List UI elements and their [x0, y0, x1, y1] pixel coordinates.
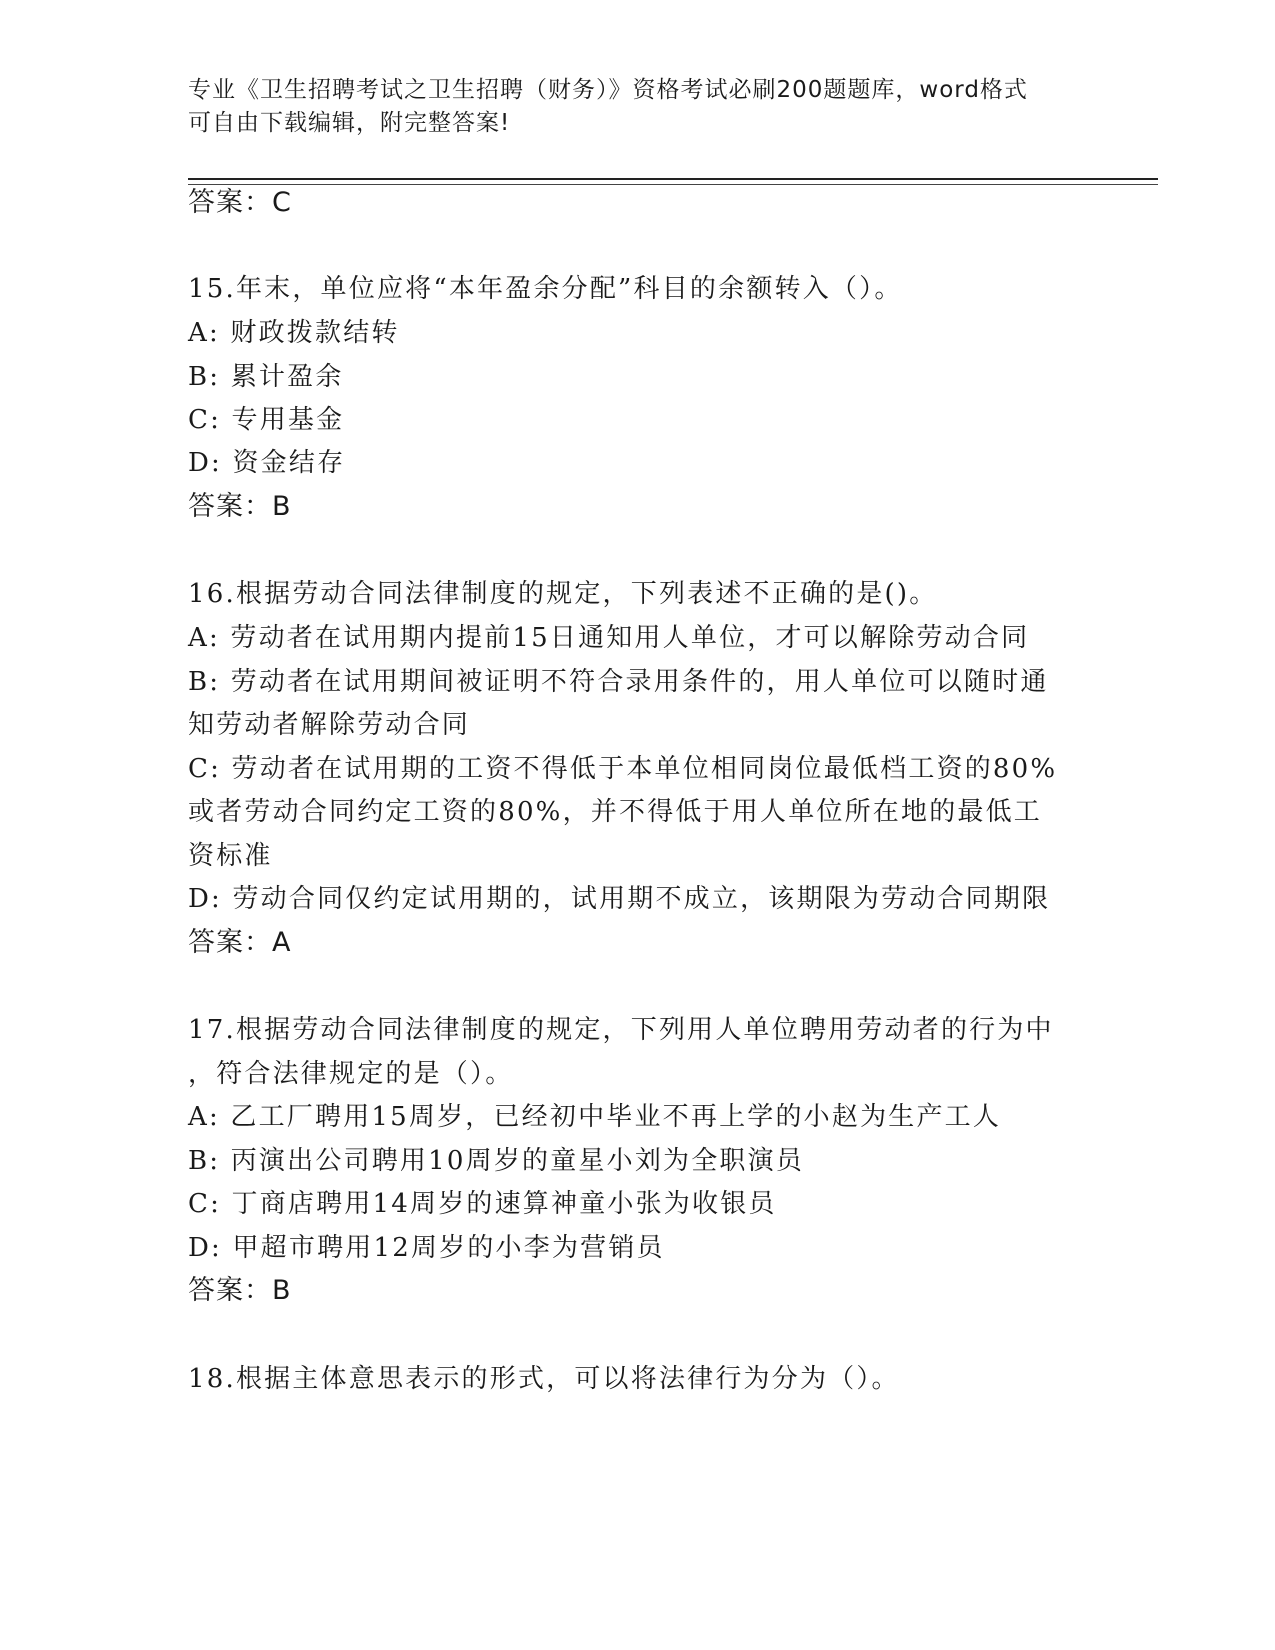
question-15-option-c: C: 专用基金: [188, 405, 345, 435]
question-17-stem-line-2: ，符合法律规定的是（）。: [188, 1059, 514, 1089]
question-16-option-d: D: 劳动合同仅约定试用期的，试用期不成立，该期限为劳动合同期限: [188, 884, 1051, 914]
question-17-stem-line-1: 17.根据劳动合同法律制度的规定，下列用人单位聘用劳动者的行为中: [188, 1015, 1054, 1045]
header-divider-thick: [188, 178, 1158, 180]
question-16-option-c-line-2: 或者劳动合同约定工资的80%，并不得低于用人单位所在地的最低工: [188, 797, 1042, 827]
question-17-option-b: B: 丙演出公司聘用10周岁的童星小刘为全职演员: [188, 1146, 805, 1176]
question-17-option-a: A: 乙工厂聘用15周岁，已经初中毕业不再上学的小赵为生产工人: [188, 1102, 1002, 1132]
question-17-option-d: D: 甲超市聘用12周岁的小李为营销员: [188, 1233, 665, 1263]
answer-q16: 答案：A: [188, 927, 292, 958]
question-18-stem: 18.根据主体意思表示的形式，可以将法律行为分为（）。: [188, 1364, 900, 1394]
question-16-option-c-line-1: C: 劳动者在试用期的工资不得低于本单位相同岗位最低档工资的80%: [188, 754, 1058, 784]
question-17-option-c: C: 丁商店聘用14周岁的速算神童小张为收银员: [188, 1189, 777, 1219]
question-16-option-b-line-2: 知劳动者解除劳动合同: [188, 710, 471, 740]
answer-q14: 答案：C: [188, 187, 292, 218]
header-divider-thin: [188, 184, 1158, 185]
question-16-option-c-line-3: 资标准: [188, 841, 273, 871]
question-16-option-b-line-1: B: 劳动者在试用期间被证明不符合录用条件的，用人单位可以随时通: [188, 667, 1049, 697]
header-line-1: 专业《卫生招聘考试之卫生招聘（财务）》资格考试必刷200题题库，word格式: [188, 77, 1028, 103]
question-15-stem: 15.年末，单位应将“本年盈余分配”科目的余额转入（）。: [188, 274, 903, 304]
question-16-option-a: A: 劳动者在试用期内提前15日通知用人单位，才可以解除劳动合同: [188, 623, 1030, 653]
document-header: [188, 74, 1088, 140]
question-15-option-a: A: 财政拨款结转: [188, 318, 400, 348]
question-15-option-d: D: 资金结存: [188, 448, 346, 478]
answer-q15: 答案：B: [188, 491, 292, 522]
question-15-option-b: B: 累计盈余: [188, 362, 344, 392]
answer-q17: 答案：B: [188, 1275, 292, 1306]
header-line-2: 可自由下载编辑，附完整答案!: [188, 110, 511, 136]
question-16-stem: 16.根据劳动合同法律制度的规定，下列表述不正确的是()。: [188, 579, 938, 609]
